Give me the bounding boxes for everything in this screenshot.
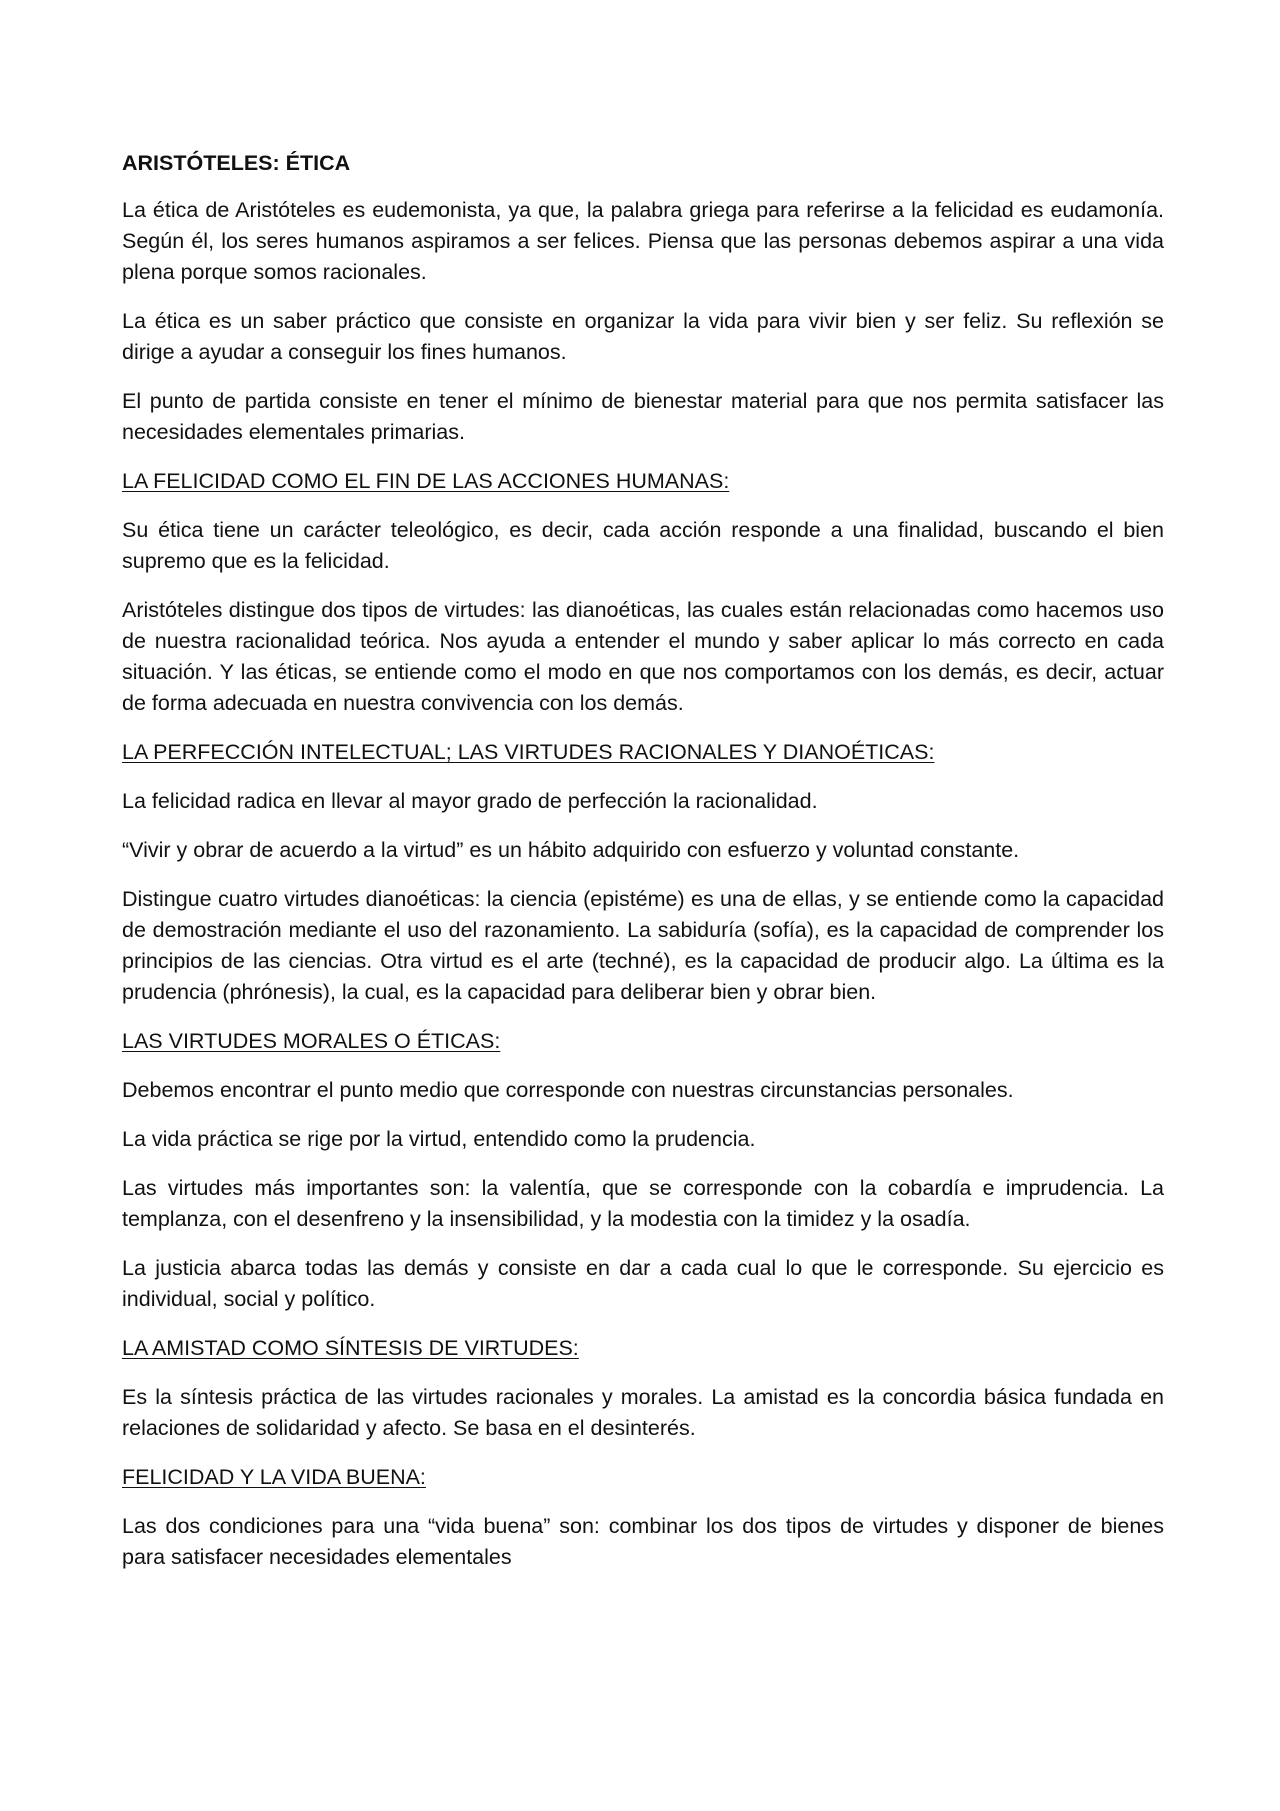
section-3-paragraph-1: Debemos encontrar el punto medio que corresponde con nuestras circunstancias personales. xyxy=(122,1078,1014,1102)
section-3-paragraph-4: La justicia abarca todas las demás y consiste en dar a cada cual lo que le corresponde. Su ejercicio es individual, social y político. xyxy=(122,1256,1164,1311)
section-3-paragraph-3: Las virtudes más importantes son: la valentía, que se corresponde con la cobardía e imprudencia. La templanza, con el desenfreno y la insensibilidad, y la modestia con la timidez y la osadía. xyxy=(122,1176,1164,1231)
section-4-paragraph-1: Es la síntesis práctica de las virtudes racionales y morales. La amistad es la concordia básica fundada en relaciones de solidaridad y afecto. Se basa en el desinterés. xyxy=(122,1385,1164,1440)
section-2-paragraph-3: Distingue cuatro virtudes dianoéticas: la ciencia (epistéme) es una de ellas, y se entiende como la capacidad de demostración mediante el uso del razonamiento. La sabiduría (sofía), es la capacidad de comprender los principios de las ciencias. Otra virtud es el arte (techné), es la capacidad de producir algo. La última es la prudencia (phrónesis), la cual, es la capacidad para deliberar bien y obrar bien. xyxy=(122,887,1164,1004)
section-heading-perfeccion-intelectual: LA PERFECCIÓN INTELECTUAL; LAS VIRTUDES RACIONALES Y DIANOÉTICAS: xyxy=(122,740,935,764)
section-heading-virtudes-morales: LAS VIRTUDES MORALES O ÉTICAS: xyxy=(122,1029,501,1053)
section-1-paragraph-1: Su ética tiene un carácter teleológico, es decir, cada acción responde a una finalidad, buscando el bien supremo que es la felicidad. xyxy=(122,518,1164,573)
section-5-paragraph-1: Las dos condiciones para una “vida buena” son: combinar los dos tipos de virtudes y disponer de bienes para satisfacer necesidades elementales xyxy=(122,1514,1164,1569)
intro-paragraph-2: La ética es un saber práctico que consiste en organizar la vida para vivir bien y ser feliz. Su reflexión se dirige a ayudar a conseguir los fines humanos. xyxy=(122,309,1164,364)
section-heading-felicidad-fin: LA FELICIDAD COMO EL FIN DE LAS ACCIONES HUMANAS: xyxy=(122,469,730,493)
section-heading-vida-buena: FELICIDAD Y LA VIDA BUENA: xyxy=(122,1465,426,1489)
section-1-paragraph-2: Aristóteles distingue dos tipos de virtudes: las dianoéticas, las cuales están relacionadas como hacemos uso de nuestra racionalidad teórica. Nos ayuda a entender el mundo y saber aplicar lo más correcto en cada situación. Y las éticas, se entiende como el modo en que nos comportamos con los demás, es decir, actuar de forma adecuada en nuestra convivencia con los demás. xyxy=(122,598,1164,715)
intro-paragraph-1: La ética de Aristóteles es eudemonista, ya que, la palabra griega para referirse a la felicidad es eudamonía. Según él, los seres humanos aspiramos a ser felices. Piensa que las personas debemos aspirar a una vida plena porque somos racionales. xyxy=(122,198,1164,284)
section-2-paragraph-2: “Vivir y obrar de acuerdo a la virtud” es un hábito adquirido con esfuerzo y voluntad constante. xyxy=(122,838,1020,862)
section-3-paragraph-2: La vida práctica se rige por la virtud, entendido como la prudencia. xyxy=(122,1127,756,1151)
document-page xyxy=(122,148,1164,1591)
section-heading-amistad: LA AMISTAD COMO SÍNTESIS DE VIRTUDES: xyxy=(122,1336,579,1360)
intro-paragraph-3: El punto de partida consiste en tener el mínimo de bienestar material para que nos permita satisfacer las necesidades elementales primarias. xyxy=(122,389,1164,444)
document-title: ARISTÓTELES: ÉTICA xyxy=(122,151,351,175)
section-2-paragraph-1: La felicidad radica en llevar al mayor grado de perfección la racionalidad. xyxy=(122,789,818,813)
